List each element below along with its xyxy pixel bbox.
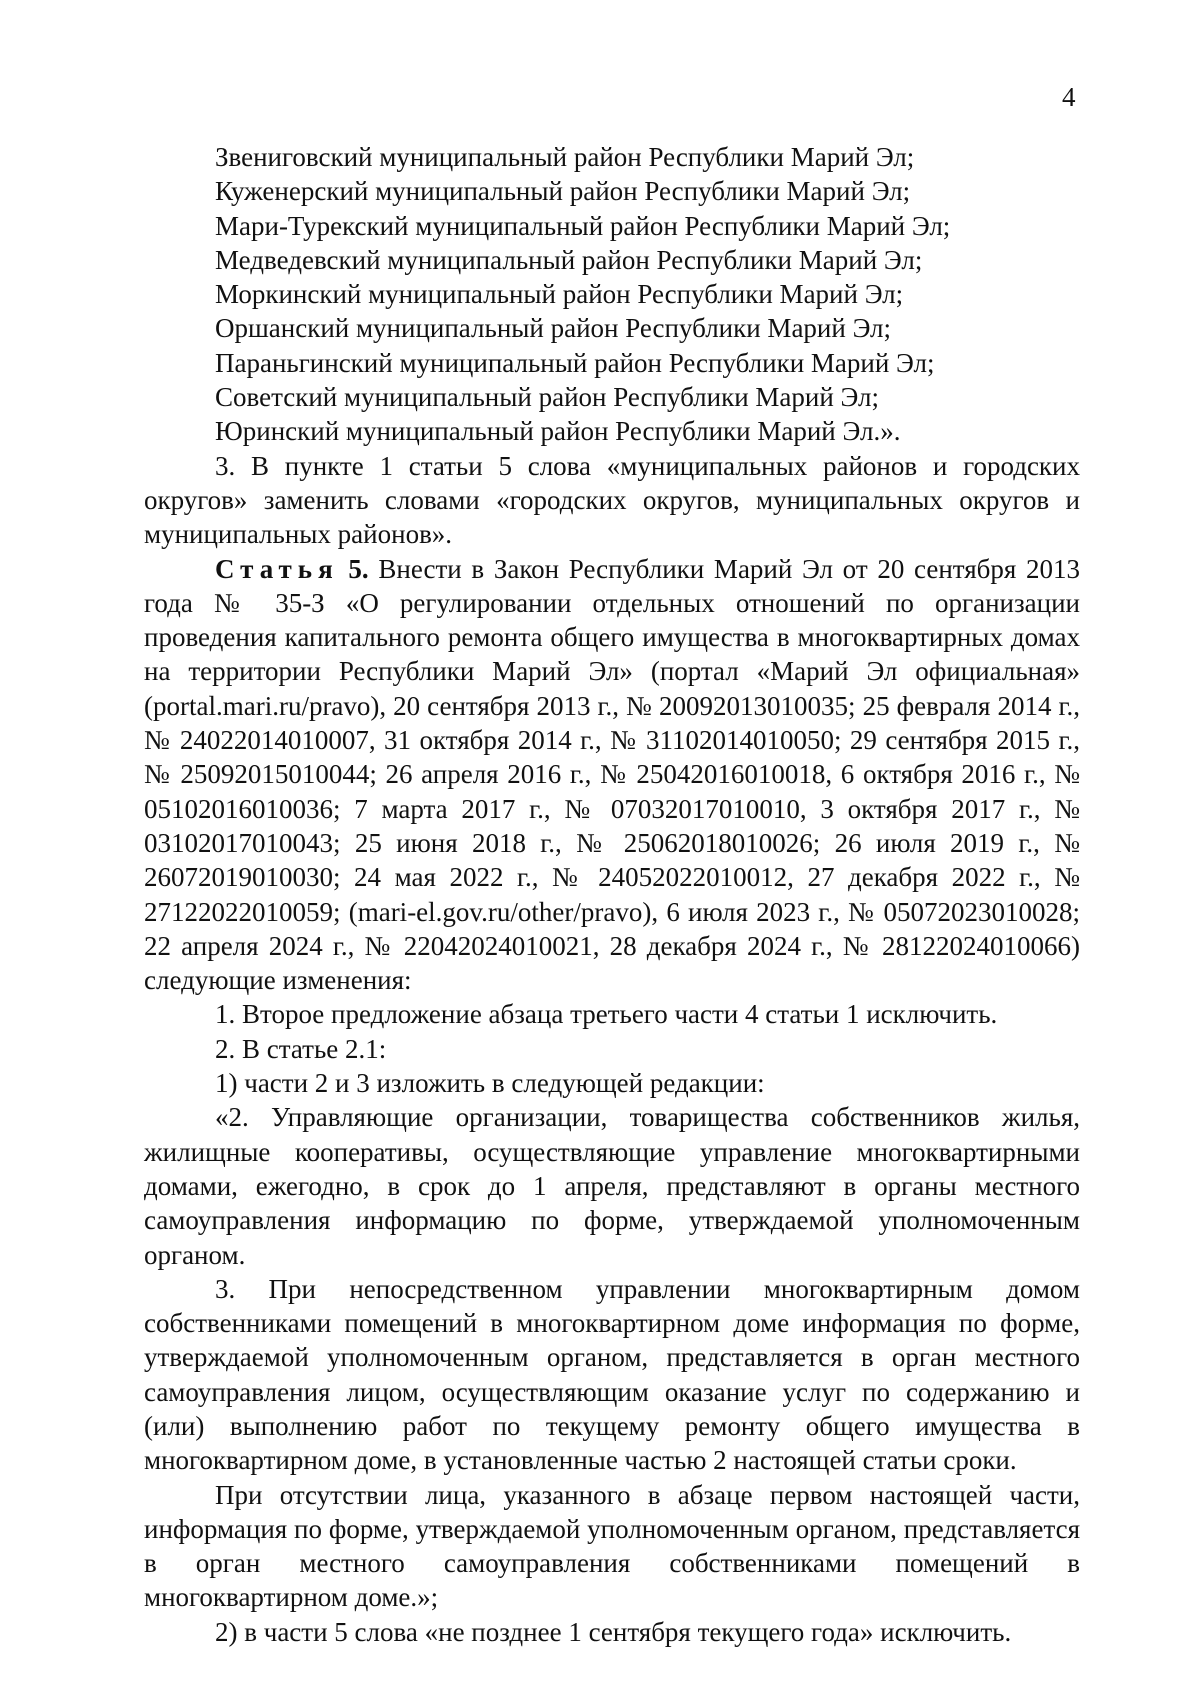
- article-label: Статья: [215, 553, 339, 584]
- district-line: Звениговский муниципальный район Республики Марий Эл;: [215, 142, 915, 172]
- district-line: Юринский муниципальный район Республики Марий Эл.».: [215, 416, 901, 447]
- change-item-1: 1. Второе предложение абзаца третьего части 4 статьи 1 исключить.: [215, 999, 998, 1030]
- district-line: Оршанский муниципальный район Республики Марий Эл;: [215, 313, 892, 344]
- district-line: Параньгинский муниципальный район Республики Марий Эл;: [215, 347, 935, 378]
- quoted-part-2: «2. Управляющие организации, товарищества собственников жилья, жилищные кооперативы, осуществляющие управление многоквартирными домами, ежегодно, в срок до 1 апреля, представляют в органы местного самоуправления информацию по форме, утверждаемой уполномоченным органом.: [144, 1102, 1080, 1270]
- district-line: Моркинский муниципальный район Республики Марий Эл;: [215, 279, 904, 310]
- item-3-paragraph: 3. В пункте 1 статьи 5 слова «муниципальных районов и городских округов» заменить словами «городских округов, муниципальных округов и муниципальных районов».: [144, 450, 1080, 550]
- page-number: 4: [1062, 82, 1076, 112]
- district-line: Куженерский муниципальный район Республики Марий Эл;: [215, 176, 911, 207]
- change-subitem-2: 2) в части 5 слова «не позднее 1 сентября текущего года» исключить.: [215, 1616, 1012, 1647]
- change-subitem-1: 1) части 2 и 3 изложить в следующей редакции:: [215, 1068, 765, 1099]
- quoted-part-3: 3. При непосредственном управлении многоквартирным домом собственниками помещений в многоквартирном доме информация по форме, утверждаемой уполномоченным органом, представляется в орган местного самоуправления лицом, осуществляющим оказание услуг по содержанию и (или) выполнению работ по текущему ремонту общего имущества в многоквартирном доме, в установленные частью 2 настоящей статьи сроки.: [144, 1273, 1080, 1476]
- document-body: [144, 140, 1080, 1649]
- article-text: Внести в Закон Республики Марий Эл от 20 сентября 2013 года № 35-З «О регулировании отдельных отношений по организации проведения капитального ремонта общего имущества в многоквартирных домах на территории Республики Марий Эл» (портал «Марий Эл официальная» (portal.mari.ru/pravo), 20 сентября 2013 г., № 20092013010035; 25 февраля 2014 г., № 24022014010007, 31 октября 2014 г., № 31102014010050; 29 сентября 2015 г., № 25092015010044; 26 апреля 2016 г., № 25042016010018, 6 октября 2016 г., № 05102016010036; 7 марта 2017 г., № 07032017010010, 3 октября 2017 г., № 03102017010043; 25 июня 2018 г., № 25062018010026; 26 июля 2019 г., № 26072019010030; 24 мая 2022 г., № 24052022010012, 27 декабря 2022 г., № 27122022010059; (mari-el.gov.ru/other/pravo), 6 июля 2023 г., № 05072023010028; 22 апреля 2024 г., № 22042024010021, 28 декабря 2024 г., № 28122024010066) следующие изменения:: [144, 553, 1081, 996]
- district-line: Советский муниципальный район Республики Марий Эл;: [215, 382, 880, 413]
- article-5-paragraph: [144, 552, 1080, 998]
- district-line: Медведевский муниципальный район Республики Марий Эл;: [215, 244, 923, 275]
- article-number: 5.: [338, 553, 369, 584]
- district-line: Мари-Турекский муниципальный район Республики Марий Эл;: [215, 210, 951, 241]
- quoted-part-3-absent-paragraph: При отсутствии лица, указанного в абзаце первом настоящей части, информация по форме, утверждаемой уполномоченным органом, представляется в орган местного самоуправления собственниками помещений в многоквартирном доме.»;: [144, 1479, 1080, 1613]
- change-item-2: 2. В статье 2.1:: [215, 1033, 387, 1064]
